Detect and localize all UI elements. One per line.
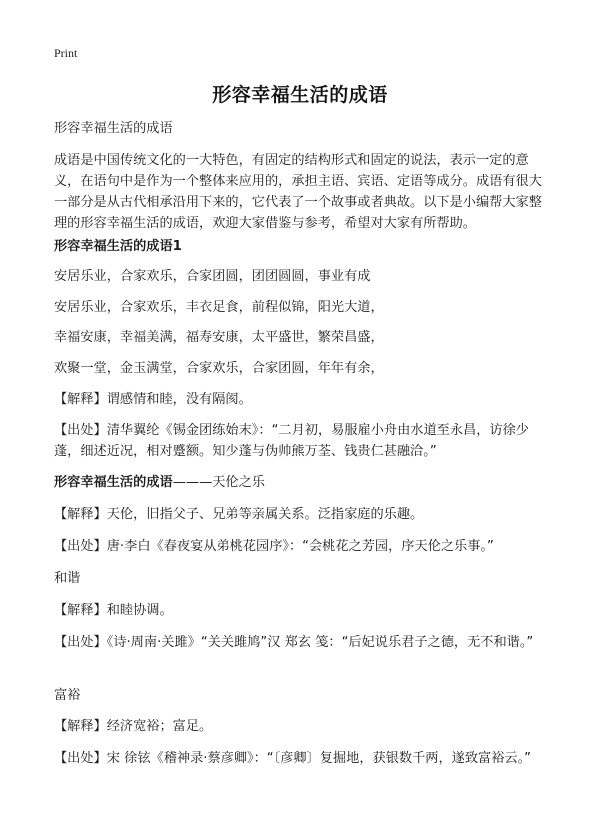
section4-source: 【出处】宋 徐铉《稽神录·蔡彦卿》：“〔彦卿〕复掘地，获银数千两，遂致富裕云。” — [54, 751, 531, 766]
print-link[interactable]: Print — [54, 46, 78, 60]
section1-source: 【出处】清华翼纶《锡金团练始末》：“二月初，易服雇小舟由水道至永昌，访徐少蓬，细述近况，相对蹙额。知少蓬与伪帅熊万荃、钱贵仁甚融洽。” — [54, 423, 529, 459]
idiom-line-4: 欢聚一堂，金玉满堂，合家欢乐，合家团圆，年年有余， — [54, 361, 384, 376]
section1-heading: 形容幸福生活的成语1 — [54, 239, 182, 254]
page-title: 形容幸福生活的成语 — [212, 84, 388, 106]
section4-explanation: 【解释】经济宽裕；富足。 — [54, 719, 213, 734]
section3-explanation: 【解释】和睦协调。 — [54, 603, 173, 618]
section2-heading-suffix: ———天伦之乐 — [172, 475, 265, 490]
section2-heading-main: 形容幸福生活的成语 — [54, 475, 173, 490]
idiom-line-1: 安居乐业，合家欢乐，合家团圆，团团圆圆，事业有成 — [54, 269, 371, 284]
section2-explanation: 【解释】天伦，旧指父子、兄弟等亲属关系。泛指家庭的乐趣。 — [54, 507, 424, 522]
intro-paragraph: 成语是中国传统文化的一大特色，有固定的结构形式和固定的说法，表示一定的意义，在语句中是作为一个整体来应用的，承担主语、宾语、定语等成分。成语有很大一部分是从古代相承沿用下来的，它代表了一个故事或者典故。以下是小编帮大家整理的形容幸福生活的成语，欢迎大家借鉴与参考，希望对大家有所帮助。 — [54, 153, 542, 231]
document-subtitle: 形容幸福生活的成语 — [54, 121, 173, 136]
section1-explanation: 【解释】谓感情和睦，没有隔阂。 — [54, 392, 252, 407]
section2-source: 【出处】唐·李白《春夜宴从弟桃花园序》：“会桃花之芳园，序天伦之乐事。” — [54, 539, 494, 554]
section4-heading: 富裕 — [54, 688, 81, 703]
section3-heading: 和谐 — [54, 571, 81, 586]
section2-heading — [54, 472, 554, 493]
idiom-line-3: 幸福安康，幸福美满，福寿安康，太平盛世，繁荣昌盛， — [54, 330, 384, 345]
idiom-line-2: 安居乐业，合家欢乐，丰衣足食，前程似锦，阳光大道， — [54, 300, 384, 315]
section3-source: 【出处】《诗·周南·关雎》“关关雎鸠”汉 郑玄 笺：“后妃说乐君子之德，无不和谐。” — [54, 635, 534, 650]
